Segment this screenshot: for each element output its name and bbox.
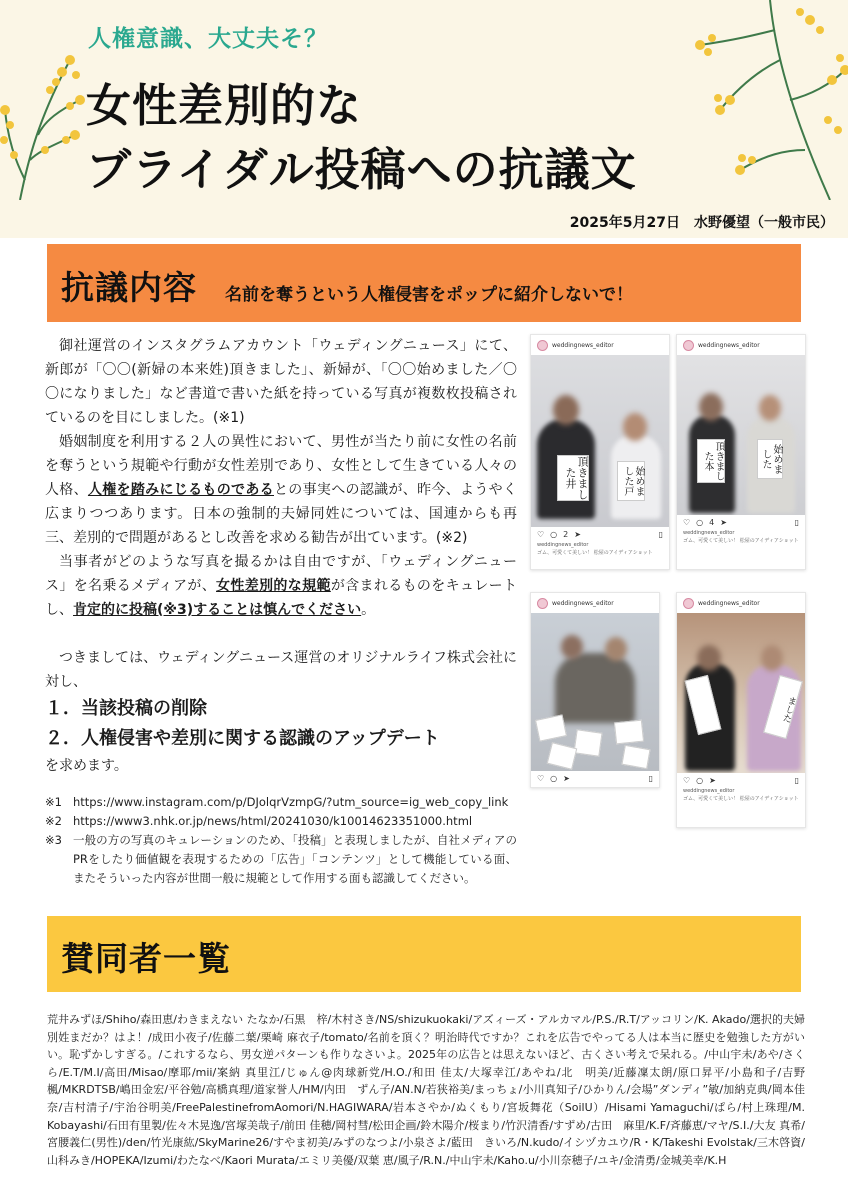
footnote-mark: ※3 xyxy=(45,833,62,847)
footnote xyxy=(45,831,517,888)
bookmark-icon: ▯ xyxy=(658,529,663,539)
share-icon: ➤ xyxy=(563,773,570,783)
like-icon: ♡ xyxy=(537,773,545,783)
underlined-phrase: 人権を踏みにじるものである xyxy=(87,482,274,498)
page-title xyxy=(86,74,637,202)
post-username: weddingnews_editor xyxy=(552,599,614,607)
footnote-link[interactable]: https://www.instagram.com/p/DJolqrVzmpG/?utm_source=ig_web_copy_link xyxy=(73,795,509,809)
account-avatar xyxy=(537,598,548,609)
body-paragraph-4: つきましては、ウェディングニュース運営のオリジナルライフ株式会社に対し、 xyxy=(45,650,517,690)
page-subtitle: 人権意識、大丈夫そ？ xyxy=(88,26,328,52)
supporters-section-title: 賛同者一覧 xyxy=(61,939,231,978)
protest-body xyxy=(45,334,517,778)
post-account-line: weddingnews_editor xyxy=(683,530,735,536)
post-caption: ゴム、可愛くて美しい！ 松屋のアイディアショット xyxy=(683,538,799,544)
closing-line: を求めます。 xyxy=(45,758,128,774)
like-count: 4 xyxy=(709,517,715,527)
body-paragraph-3-text-cont: が含まれるものをキュレートし、 xyxy=(45,578,517,618)
like-icon: ♡ xyxy=(537,529,545,539)
comment-icon: ○ xyxy=(696,517,704,527)
footnote-mark: ※1 xyxy=(45,795,62,809)
body-paragraph-3 xyxy=(45,550,517,622)
post-username: weddingnews_editor xyxy=(552,341,614,349)
footnote-link[interactable]: https://www3.nhk.or.jp/news/html/20241030/k10014623351000.html xyxy=(73,814,473,828)
blurred-wedding-photo xyxy=(531,355,669,527)
footnote-mark: ※2 xyxy=(45,814,62,828)
header-banner xyxy=(0,0,848,238)
post-account-line: weddingnews_editor xyxy=(683,788,735,794)
post-username: weddingnews_editor xyxy=(698,341,760,349)
bookmark-icon: ▯ xyxy=(648,773,653,783)
body-paragraph-2-text: 婚姻制度を利用する２人の異性において、男性が当たり前に女性の名前を奪うという規範や行動が女性差別であり、女性として生きている人々の人格、 xyxy=(45,434,517,498)
comment-icon: ○ xyxy=(550,773,558,783)
bookmark-icon: ▯ xyxy=(794,775,799,785)
instagram-post-screenshot xyxy=(676,592,806,828)
body-paragraph-3-end: 。 xyxy=(361,602,376,618)
page-title-line-1: 女性差別的な xyxy=(86,79,363,132)
instagram-post-screenshot xyxy=(676,334,806,570)
protest-section-title: 抗議内容 xyxy=(61,268,197,307)
like-icon: ♡ xyxy=(683,517,691,527)
account-avatar xyxy=(683,340,694,351)
footnote-text: 一般の方の写真のキュレーションのため、「投稿」と表現しましたが、自社メディアのPRをしたり価値観を表現するための「広告」「コンテンツ」として機能している面、またそういった内容が世間一般に規範として作用する面も認識してください。 xyxy=(73,833,517,885)
supporters-section-heading-band xyxy=(47,916,801,992)
calligraphy-sign: ました xyxy=(763,675,803,739)
blurred-wedding-photo xyxy=(677,613,805,773)
share-icon: ➤ xyxy=(709,775,716,785)
body-paragraph-1: 御社運営のインスタグラムアカウント「ウェディングニュース」にて、新郎が「〇〇(新婦の本来姓)頂きました」、新婦が、「〇〇始めました／〇〇になりました」など書道で書いた紙を持っている写真が複数枚投稿されているのを目にしました。(※1) xyxy=(45,338,517,426)
share-icon: ➤ xyxy=(574,529,581,539)
post-account-line: weddingnews_editor xyxy=(537,542,589,548)
blurred-wedding-photo xyxy=(531,613,659,771)
account-avatar xyxy=(683,598,694,609)
calligraphy-sign: 頂きました本 xyxy=(697,439,725,483)
account-avatar xyxy=(537,340,548,351)
mimosa-sprig-right-illustration xyxy=(680,0,848,200)
protest-section-heading-band xyxy=(47,244,801,322)
like-count: 2 xyxy=(563,529,569,539)
bookmark-icon: ▯ xyxy=(794,517,799,527)
calligraphy-sign: 頂きました井 xyxy=(557,455,589,501)
calligraphy-sign: 始めました xyxy=(757,439,783,479)
protest-section-subtitle: 名前を奪うという人権侵害をポップに紹介しないで！ xyxy=(225,285,633,305)
request-item-2: ２．人権侵害や差別に関する認識のアップデート xyxy=(45,728,440,749)
share-icon: ➤ xyxy=(720,517,727,527)
body-paragraph-2-text-cont: との事実への認識が、昨今、ようやく広まりつつあります。日本の強制的夫婦同姓については、国連からも再三、差別的で問題があるとし改善を求める勧告が出ています。(※2) xyxy=(45,482,517,546)
footnote xyxy=(45,812,517,831)
supporters-list: 荒井みずほ/Shiho/森田恵/わきまえない たなか/石黒 梓/木村さき/NS/shizukuokaki/アズィーズ・アルカマル/P.S./R.T/アッコリン/K. Akado/選択的夫婦別姓まだか？はよ！/成田小夜子/佐藤二葉/栗崎 麻衣子/tomato/名前を頂く？明治時代ですか？これを広告でやってる人は本当に歴史を勉強した方がいい。恥ずかしすぎる。/これするなら、男女逆パターンも作りなさいよ。2025年の広告とは思えないほど、古くさい考えで呆れる。/中山宇未/あや/さくら/E.T/M.I/高田/Misao/摩耶/mii/案納 真里江/じゅん@肉球新党/H.O./和田 佳太/大塚幸江/あやね/北 明美/近藤凜太朗/原口昇平/小島和子/吉野 楓/MKRDTSB/嶋田金宏/平谷勉/高橋真理/道家誉人/HM/内田 ずん子/AN.N/若狭裕美/まっちょ/小川真知子/ひかりん/会場”ダンディ”敏/加納克典/岡本佳奈/吉村清子/宇治谷明美/FreePalestinefromAomori/N.HAGIWARA/岩本さやか/ぬくもり/宮坂舞花（SoilU）/Hisami Yamaguchi/ぱら/村上珠理/M. Kobayashi/石田有里製/佐々木晃逸/宮塚美哉子/前田 佳穂/岡村彗/松田企画/鈴木陽介/桜まり/竹沢清香/すずめ/古田 麻里/K.F/斉藤恵/マヤ/S.I./大友 真希/宮腰義仁(男性)/den/竹光康紘/SkyMarine26/すやま初美/みずのなつよ/小泉さよ/藍田 きいろ/N.kudo/イシヅカユウ/R・K/Takeshi Evolstak/三木啓資/山科みき/HOPEKA/Izumi/わたなべ/Kaori Murata/エミリ美優/双葉 恵/風子/R.N./中山宇未/Kaho.u/小川奈穂子/ユキ/金清勇/金城美幸/K.H xyxy=(47,1013,805,1167)
comment-icon: ○ xyxy=(696,775,704,785)
post-caption: ゴム、可愛くて美しい！ 松屋のアイディアショット xyxy=(683,796,799,802)
page-title-line-2: ブライダル投稿への抗議文 xyxy=(86,143,637,196)
instagram-post-screenshot xyxy=(530,334,670,570)
mimosa-sprig-left-illustration xyxy=(0,40,90,200)
like-icon: ♡ xyxy=(683,775,691,785)
body-paragraph-2 xyxy=(45,430,517,550)
underlined-phrase: 肯定的に投稿(※3)することは慎んでください xyxy=(73,602,362,618)
date-author-line: 2025年5月27日 水野優望（一般市民） xyxy=(569,215,834,231)
underlined-phrase: 女性差別的な規範 xyxy=(216,578,331,594)
instagram-post-screenshot xyxy=(530,592,660,788)
footnotes xyxy=(45,793,517,888)
footnote xyxy=(45,793,517,812)
post-username: weddingnews_editor xyxy=(698,599,760,607)
request-item-1: １．当該投稿の削除 xyxy=(45,698,207,719)
post-caption: ゴム、可愛くて美しい！ 松屋のアイディアショット xyxy=(537,550,653,556)
comment-icon: ○ xyxy=(550,529,558,539)
body-paragraph-3-text: 当事者がどのような写真を撮るかは自由ですが、「ウェディングニュース」を名乗るメディアが、 xyxy=(45,554,517,594)
calligraphy-sign: 始めました戸 xyxy=(617,461,645,501)
blurred-wedding-photo xyxy=(677,355,805,515)
